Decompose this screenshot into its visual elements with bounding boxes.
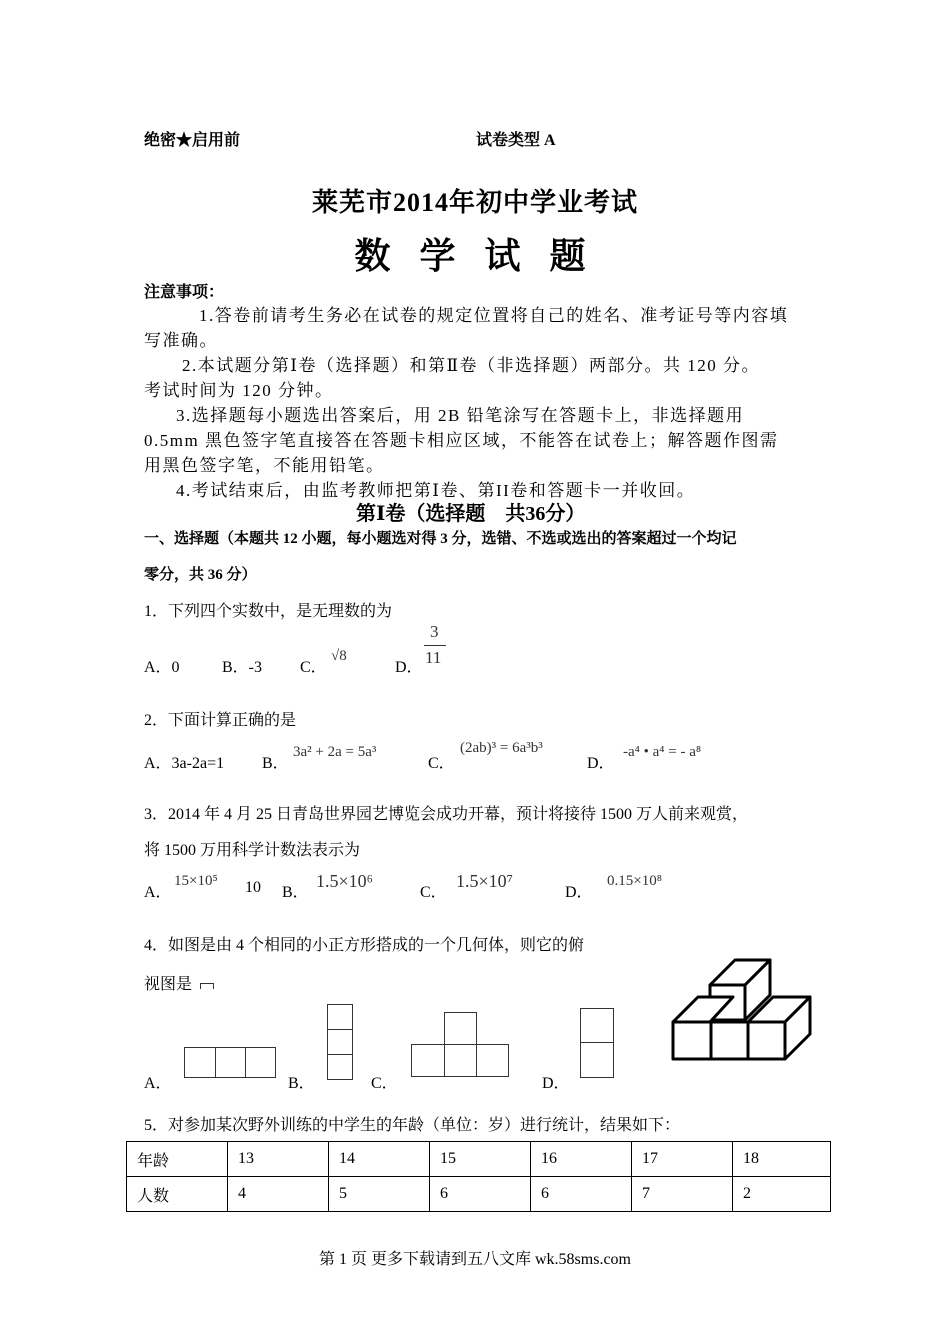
q4-option-b: B． [288, 1075, 315, 1092]
table-cell: 6 [531, 1177, 632, 1212]
q3-line-2: 将 1500 万用科学计数法表示为 [144, 842, 361, 859]
q2-option-a: A．3a-2a=1 [144, 755, 225, 772]
q3-option-b: B． [282, 884, 309, 901]
age-table [126, 1141, 831, 1212]
q3-line-1: 3．2014 年 4 月 25 日青岛世界园艺博览会成功开幕，预计将接待 1500 万人前来观赏， [144, 806, 749, 823]
q1-c-math: √8 [331, 648, 347, 664]
notice-line-4: 考试时间为 120 分钟。 [144, 381, 334, 400]
notice-line-5: 3.选择题每小题选出答案后，用 2B 铅笔涂写在答题卡上，非选择题用 [176, 406, 745, 425]
secret-label: 绝密★启用前 [144, 132, 241, 149]
table-cell: 人数 [127, 1177, 228, 1212]
q4-line-2: 视图是 [144, 976, 193, 993]
q3-option-a: A． [144, 884, 172, 901]
notice-line-3: 2.本试题分第Ⅰ卷（选择题）和第Ⅱ卷（非选择题）两部分。共 120 分。 [182, 356, 761, 375]
exam-title: 莱芜市2014年初中学业考试 [311, 188, 638, 217]
table-cell: 7 [632, 1177, 733, 1212]
table-cell: 6 [430, 1177, 531, 1212]
q1-option-c: C． [300, 659, 327, 676]
table-row [127, 1142, 831, 1177]
q1-option-b: B．-3 [222, 659, 263, 676]
answer-bracket [200, 983, 214, 989]
q1-d-numerator: 3 [430, 622, 439, 641]
q4-option-c: C． [371, 1075, 398, 1092]
notice-line-2: 写准确。 [144, 331, 218, 350]
q1-stem: 1．下列四个实数中，是无理数的为 [144, 603, 393, 620]
subject-title: 数 学 试 题 [354, 236, 596, 276]
q3-a-math: 15×10⁵ [174, 873, 218, 889]
q1-d-denominator: 11 [425, 648, 442, 667]
table-cell: 14 [329, 1142, 430, 1177]
table-cell: 4 [228, 1177, 329, 1212]
q2-option-d: D． [587, 755, 615, 772]
page-footer: 第 1 页 更多下载请到五八文库 wk.58sms.com [318, 1251, 631, 1268]
table-cell: 13 [228, 1142, 329, 1177]
q2-option-b: B． [262, 755, 289, 772]
notice-line-6: 0.5mm 黑色签字笔直接答在答题卡相应区域，不能答在试卷上；解答题作图需 [144, 431, 779, 450]
table-cell: 16 [531, 1142, 632, 1177]
table-row [127, 1177, 831, 1212]
table-cell: 2 [733, 1177, 831, 1212]
q2-b-math: 3a² + 2a = 5a³ [293, 744, 377, 760]
table-cell: 年龄 [127, 1142, 228, 1177]
q4-line-1: 4．如图是由 4 个相同的小正方形搭成的一个几何体，则它的俯 [144, 937, 585, 954]
q2-c-math: (2ab)³ = 6a³b³ [460, 740, 543, 756]
q5-stem: 5．对参加某次野外训练的中学生的年龄（单位：岁）进行统计，结果如下： [144, 1117, 681, 1134]
notice-line-8: 4.考试结束后，由监考教师把第Ⅰ卷、第II卷和答题卡一并收回。 [176, 481, 696, 500]
table-cell: 5 [329, 1177, 430, 1212]
section1-instruction-2: 零分，共 36 分） [144, 567, 257, 583]
q2-stem: 2．下面计算正确的是 [144, 712, 297, 729]
q3-option-d: D． [565, 884, 593, 901]
q3-d-math: 0.15×10⁸ [607, 873, 662, 889]
table-cell: 15 [430, 1142, 531, 1177]
q4-option-a: A． [144, 1075, 172, 1092]
fraction-bar [424, 645, 446, 646]
q3-a-extra: 10 [245, 879, 261, 896]
q4-option-d: D． [542, 1075, 570, 1092]
q1-option-a: A．0 [144, 659, 180, 676]
q3-option-c: C． [420, 884, 447, 901]
table-cell: 17 [632, 1142, 733, 1177]
paper-type-label: 试卷类型 A [476, 132, 556, 149]
q1-option-d: D． [395, 659, 423, 676]
notice-heading: 注意事项： [144, 284, 225, 301]
notice-line-7: 用黑色签字笔，不能用铅笔。 [144, 456, 385, 475]
notice-line-1: 1.答卷前请考生务必在试卷的规定位置将自己的姓名、准考证号等内容填 [199, 306, 789, 325]
q2-d-math: -a⁴ • a⁴ = - a⁸ [623, 744, 702, 760]
section1-instruction-1: 一、选择题（本题共 12 小题，每小题选对得 3 分，选错、不选或选出的答案超过一个均记 [144, 531, 737, 547]
q4-solid-figure [665, 955, 820, 1065]
q3-b-math: 1.5×10⁶ [316, 871, 373, 891]
q2-option-c: C． [428, 755, 455, 772]
section1-title: 第Ⅰ卷（选择题 共36分） [356, 503, 586, 525]
table-cell: 18 [733, 1142, 831, 1177]
q3-c-math: 1.5×10⁷ [456, 871, 513, 891]
